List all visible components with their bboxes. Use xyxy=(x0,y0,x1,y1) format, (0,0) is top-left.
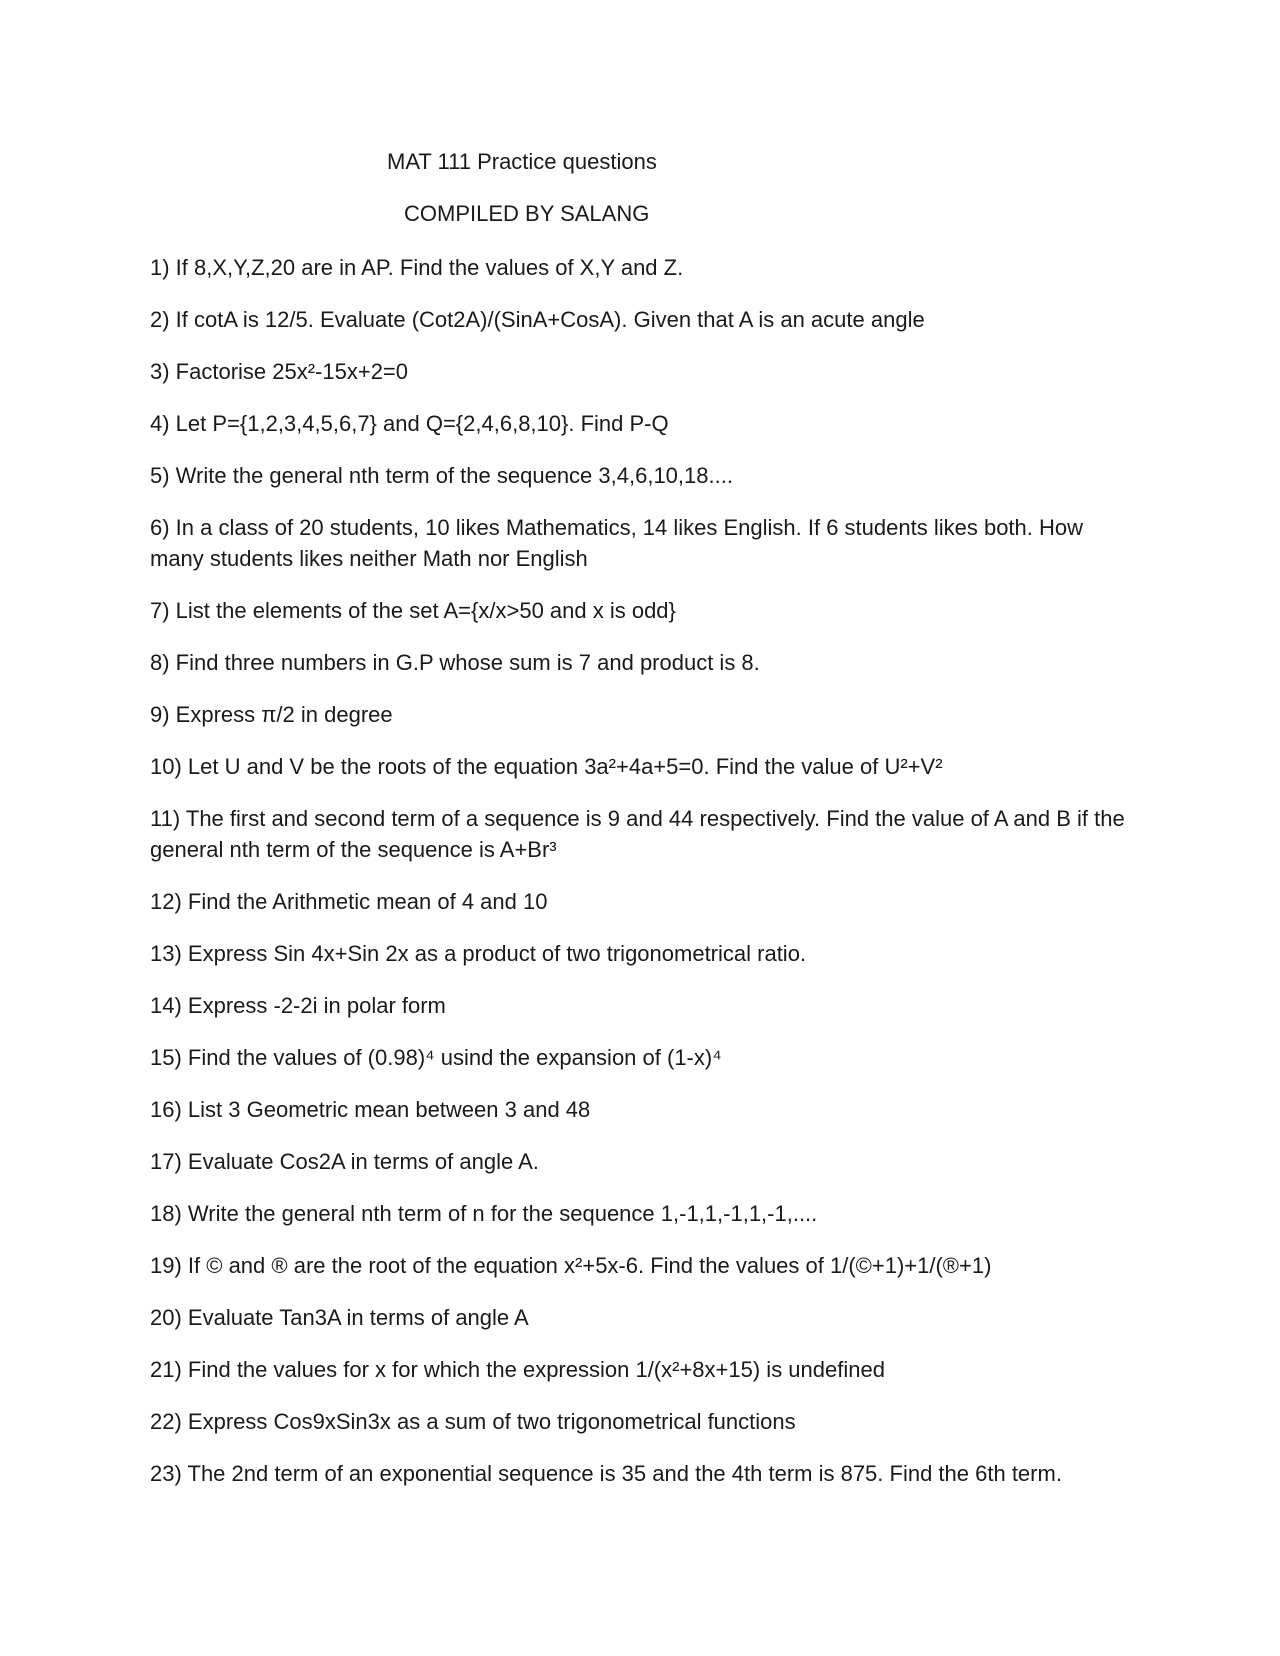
question-item: 10) Let U and V be the roots of the equation 3a²+4a+5=0. Find the value of U²+V² xyxy=(150,754,943,779)
question-item: 18) Write the general nth term of n for the sequence 1,-1,1,-1,1,-1,.... xyxy=(150,1201,818,1226)
page-title: MAT 111 Practice questions xyxy=(387,149,657,174)
question-item: 3) Factorise 25x²-15x+2=0 xyxy=(150,359,409,384)
question-item: 21) Find the values for x for which the expression 1/(x²+8x+15) is undefined xyxy=(150,1357,885,1382)
question-item: 2) If cotA is 12/5. Evaluate (Cot2A)/(SinA+CosA). Given that A is an acute angle xyxy=(150,307,925,332)
question-item: 1) If 8,X,Y,Z,20 are in AP. Find the values of X,Y and Z. xyxy=(150,255,684,280)
page-subtitle: COMPILED BY SALANG xyxy=(404,201,650,226)
question-item: 4) Let P={1,2,3,4,5,6,7} and Q={2,4,6,8,10}. Find P-Q xyxy=(150,411,669,436)
question-item: 16) List 3 Geometric mean between 3 and 48 xyxy=(150,1097,591,1122)
question-item: 13) Express Sin 4x+Sin 2x as a product of two trigonometrical ratio. xyxy=(150,941,807,966)
question-item: 17) Evaluate Cos2A in terms of angle A. xyxy=(150,1149,539,1174)
question-item: 23) The 2nd term of an exponential sequence is 35 and the 4th term is 875. Find the 6th term. xyxy=(150,1461,1062,1486)
question-item: 7) List the elements of the set A={x/x>50 and x is odd} xyxy=(150,598,676,623)
question-item: 14) Express -2-2i in polar form xyxy=(150,993,446,1018)
question-item: 11) The first and second term of a sequence is 9 and 44 respectively. Find the value of A and B if the general nth term of the sequence is A+Br³ xyxy=(150,806,1125,862)
question-item: 19) If © and ® are the root of the equation x²+5x-6. Find the values of 1/(©+1)+1/(®+1) xyxy=(150,1253,992,1278)
question-item: 5) Write the general nth term of the sequence 3,4,6,10,18.... xyxy=(150,463,733,488)
question-item: 22) Express Cos9xSin3x as a sum of two trigonometrical functions xyxy=(150,1409,796,1434)
question-item: 6) In a class of 20 students, 10 likes Mathematics, 14 likes English. If 6 students likes both. How many students likes neither Math nor English xyxy=(150,515,1084,571)
question-item: 9) Express π/2 in degree xyxy=(150,702,393,727)
question-list xyxy=(150,252,1140,1510)
question-item: 12) Find the Arithmetic mean of 4 and 10 xyxy=(150,889,548,914)
question-item: 20) Evaluate Tan3A in terms of angle A xyxy=(150,1305,529,1330)
question-item: 8) Find three numbers in G.P whose sum is 7 and product is 8. xyxy=(150,650,760,675)
question-item: 15) Find the values of (0.98)⁴ usind the expansion of (1-x)⁴ xyxy=(150,1045,722,1070)
